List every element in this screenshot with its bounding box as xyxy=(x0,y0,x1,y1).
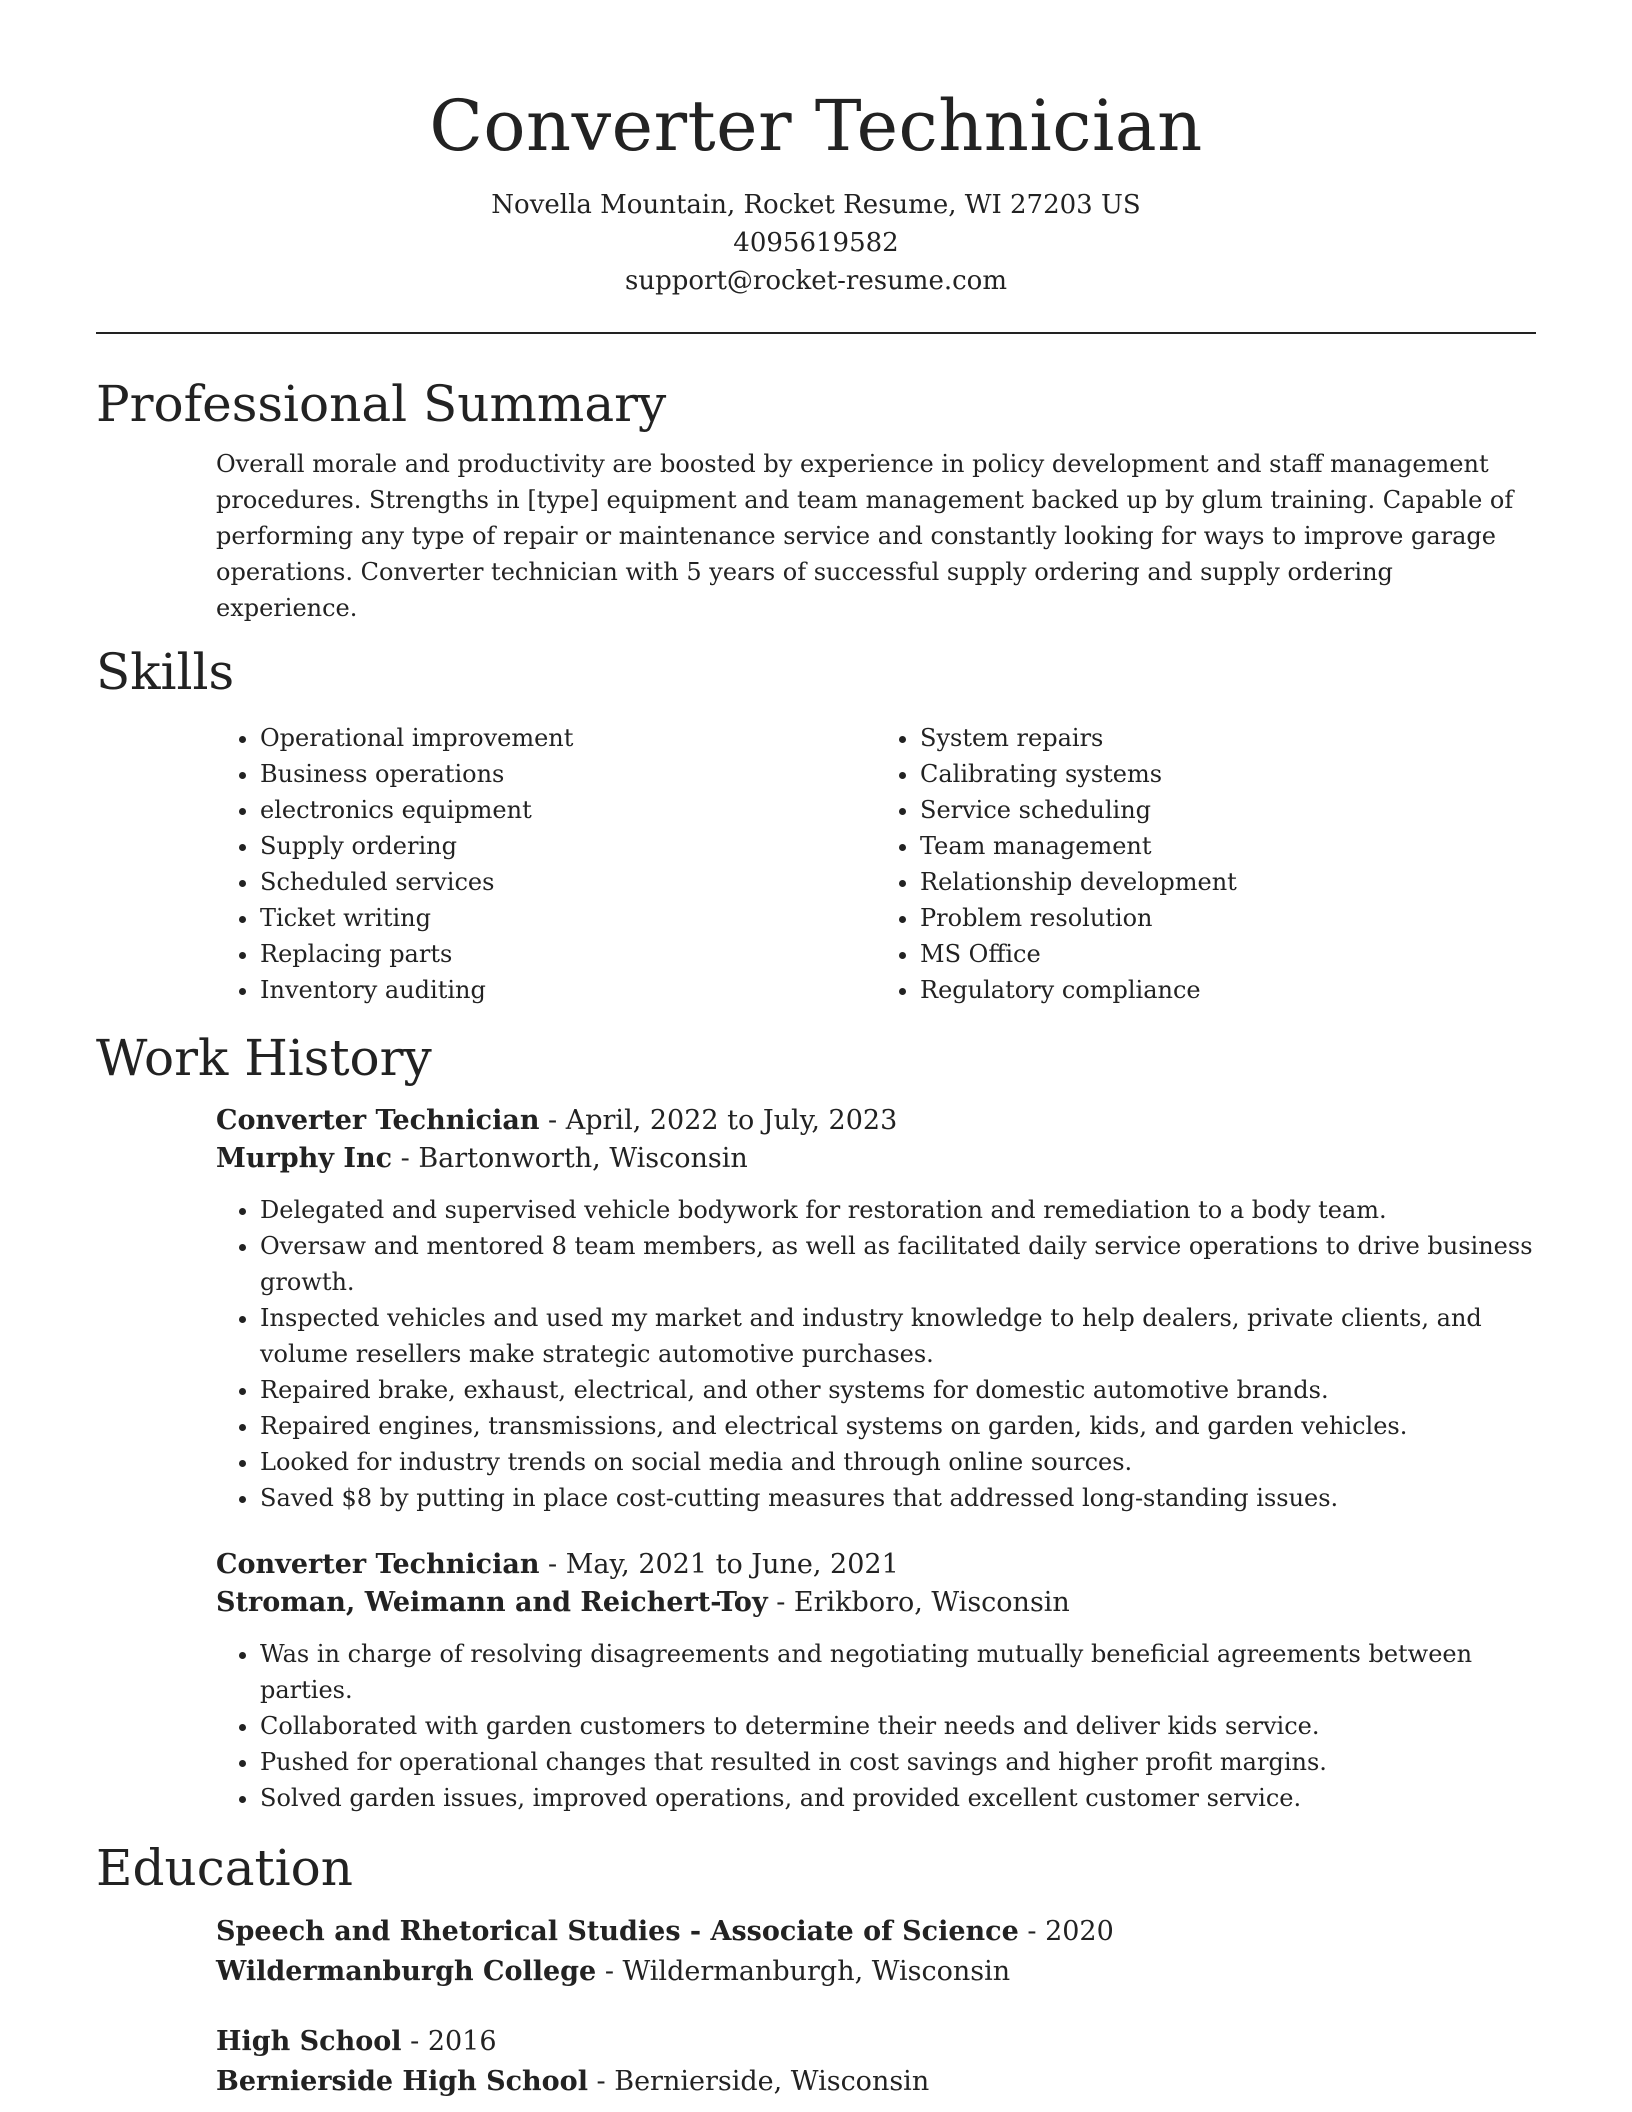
skill-item: • Operational improvement xyxy=(260,720,876,756)
degree-line xyxy=(216,2022,1536,2062)
job-bullet: • Collaborated with garden customers to determine their needs and deliver kids service. xyxy=(260,1708,1536,1744)
job-bullet: • Solved garden issues, improved operations, and provided excellent customer service. xyxy=(260,1780,1536,1816)
work-history-title: Work History xyxy=(96,1029,432,1087)
skill-item: • electronics equipment xyxy=(260,792,876,828)
summary-title: Professional Summary xyxy=(96,375,667,433)
skill-item: • Supply ordering xyxy=(260,828,876,864)
email: support@rocket-resume.com xyxy=(624,266,1007,296)
education-title: Education xyxy=(96,1839,353,1897)
degree: High School xyxy=(216,2026,402,2057)
resume-page xyxy=(96,0,1536,2102)
skill-item: • Scheduled services xyxy=(260,864,876,900)
job-bullet: • Saved $8 by putting in place cost-cutting measures that addressed long-standing issues. xyxy=(260,1480,1536,1516)
job-bullet: • Looked for industry trends on social media and through online sources. xyxy=(260,1444,1536,1480)
job-role: Converter Technician xyxy=(216,1105,540,1136)
graduation-year: - 2016 xyxy=(401,2026,497,2057)
job-bullet: • Was in charge of resolving disagreements and negotiating mutually beneficial agreements between parties. xyxy=(260,1636,1536,1708)
job-entry xyxy=(216,1102,1536,1178)
job-title-line xyxy=(216,1546,1536,1584)
job-bullet: • Delegated and supervised vehicle bodywork for restoration and remediation to a body team. xyxy=(260,1192,1536,1228)
skill-item: • Calibrating systems xyxy=(920,756,1536,792)
job-entry xyxy=(216,1546,1536,1622)
job-role: Converter Technician xyxy=(216,1549,540,1580)
job-location: - Bartonworth, Wisconsin xyxy=(392,1143,748,1174)
school-line xyxy=(216,1952,1536,1992)
skill-item: • Business operations xyxy=(260,756,876,792)
summary-text: Overall morale and productivity are boosted by experience in policy development and staff management procedures. Strengths in [type] equipment and team management backed up by glum training. Capable of performing any type of repair or maintenance service and constantly looking for ways to improve garage operations. Converter technician with 5 years of successful supply ordering and supply ordering experience. xyxy=(216,450,1514,622)
job-bullet: • Repaired brake, exhaust, electrical, and other systems for domestic automotive brands. xyxy=(260,1372,1536,1408)
skill-item: • Regulatory compliance xyxy=(920,972,1536,1008)
skill-item: • Team management xyxy=(920,828,1536,864)
candidate-name: Converter Technician xyxy=(429,85,1203,167)
school-location: - Wildermanburgh, Wisconsin xyxy=(596,1956,1011,1987)
education-entry xyxy=(216,1912,1536,1992)
school-line xyxy=(216,2062,1536,2102)
job-bullet: • Inspected vehicles and used my market and industry knowledge to help dealers, private clients, and volume resellers make strategic automotive purchases. xyxy=(260,1300,1536,1372)
education-entry xyxy=(216,2022,1536,2102)
job-bullet: • Repaired engines, transmissions, and electrical systems on garden, kids, and garden vehicles. xyxy=(260,1408,1536,1444)
job-bullets xyxy=(216,1192,1536,1516)
school-location: - Bernierside, Wisconsin xyxy=(587,2066,930,2097)
school-name: Bernierside High School xyxy=(216,2066,588,2097)
job-company: Murphy Inc xyxy=(216,1143,393,1174)
job-location: - Erikboro, Wisconsin xyxy=(767,1587,1070,1618)
job-bullets xyxy=(216,1636,1536,1816)
job-title-line xyxy=(216,1102,1536,1140)
resume-header xyxy=(96,0,1536,300)
job-company-line xyxy=(216,1140,1536,1178)
phone: 4095619582 xyxy=(733,228,899,258)
job-dates: - May, 2021 to June, 2021 xyxy=(539,1549,899,1580)
graduation-year: - 2020 xyxy=(1018,1916,1114,1947)
job-bullet: • Oversaw and mentored 8 team members, as well as facilitated daily service operations to drive business growth. xyxy=(260,1228,1536,1300)
header-divider xyxy=(96,332,1536,334)
job-dates: - April, 2022 to July, 2023 xyxy=(539,1105,898,1136)
degree-line xyxy=(216,1912,1536,1952)
school-name: Wildermanburgh College xyxy=(216,1956,597,1987)
skill-item: • Service scheduling xyxy=(920,792,1536,828)
skill-item: • Relationship development xyxy=(920,864,1536,900)
skill-item: • Replacing parts xyxy=(260,936,876,972)
skills-list xyxy=(216,720,1536,1008)
job-bullet: • Pushed for operational changes that resulted in cost savings and higher profit margins. xyxy=(260,1744,1536,1780)
skill-item: • Ticket writing xyxy=(260,900,876,936)
skills-title: Skills xyxy=(96,643,235,701)
skill-item: • Problem resolution xyxy=(920,900,1536,936)
skill-item: • MS Office xyxy=(920,936,1536,972)
degree: Speech and Rhetorical Studies - Associate of Science xyxy=(216,1916,1019,1947)
skill-item: • Inventory auditing xyxy=(260,972,876,1008)
address: Novella Mountain, Rocket Resume, WI 27203 US xyxy=(491,190,1141,220)
job-company-line xyxy=(216,1584,1536,1622)
skills-column-right xyxy=(876,720,1536,1008)
skill-item: • System repairs xyxy=(920,720,1536,756)
contact-info xyxy=(96,186,1536,300)
job-company: Stroman, Weimann and Reichert-Toy xyxy=(216,1587,768,1618)
skills-column-left xyxy=(216,720,876,1008)
